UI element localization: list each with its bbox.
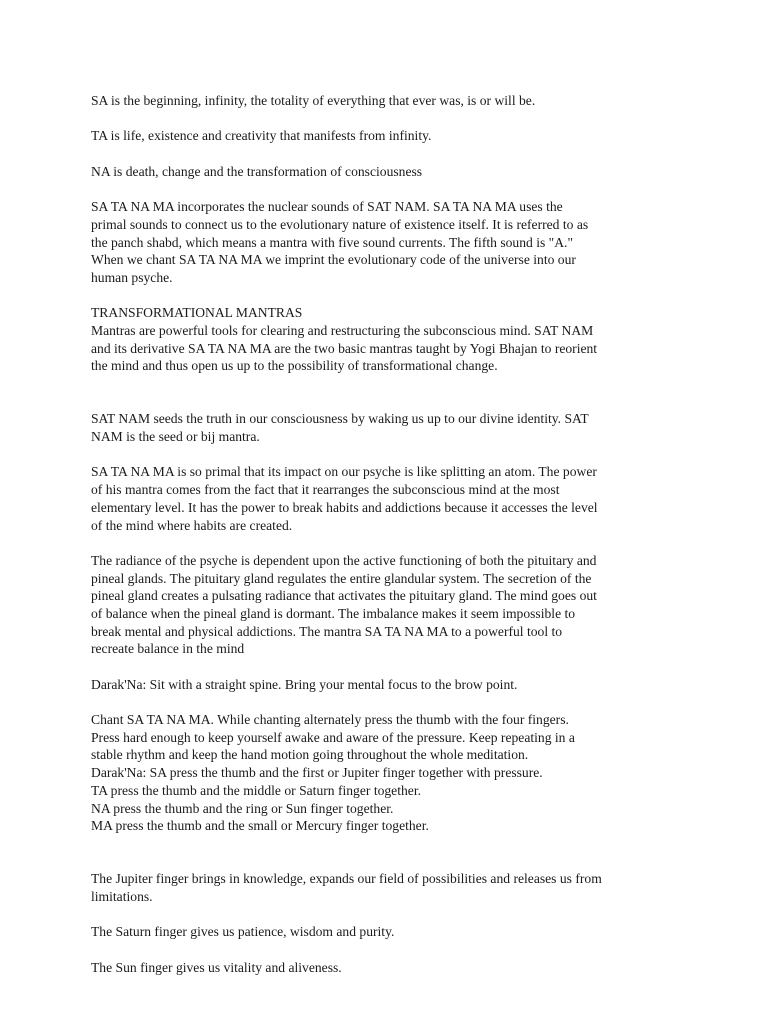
paragraph-primal xyxy=(91,463,691,534)
text-line: Darak'Na: Sit with a straight spine. Bring your mental focus to the brow point. xyxy=(91,676,518,692)
text-line: SA TA NA MA is so primal that its impact on our psyche is like splitting an atom. The power xyxy=(91,464,597,480)
paragraph-radiance xyxy=(91,552,691,658)
text-line: and its derivative SA TA NA MA are the two basic mantras taught by Yogi Bhajan to reorient xyxy=(91,340,598,356)
text-line: SA TA NA MA incorporates the nuclear sounds of SAT NAM. SA TA NA MA uses the xyxy=(91,199,563,215)
text-line: break mental and physical addictions. The mantra SA TA NA MA to a powerful tool to xyxy=(91,623,563,639)
text-line: of the mind where habits are created. xyxy=(91,517,293,533)
paragraph-transformational-mantras xyxy=(91,304,691,375)
paragraph-jupiter-finger xyxy=(91,870,691,905)
text-line: TA is life, existence and creativity that manifests from infinity. xyxy=(91,128,432,144)
paragraph-saturn-finger xyxy=(91,923,691,941)
text-line: the panch shabd, which means a mantra with five sound currents. The fifth sound is "A." xyxy=(91,234,573,250)
paragraph-ta xyxy=(91,127,691,145)
section-heading: TRANSFORMATIONAL MANTRAS xyxy=(91,305,303,321)
paragraph-sa-ta-na-ma xyxy=(91,198,691,286)
text-line: Press hard enough to keep yourself awake and aware of the pressure. Keep repeating in a xyxy=(91,729,575,745)
text-line: Darak'Na: SA press the thumb and the first or Jupiter finger together with pressure. xyxy=(91,765,543,781)
text-line: The Jupiter finger brings in knowledge, expands our field of possibilities and releases us from xyxy=(91,871,602,887)
text-line: TA press the thumb and the middle or Saturn finger together. xyxy=(91,782,421,798)
document-body xyxy=(91,92,691,976)
text-line: NA press the thumb and the ring or Sun finger together. xyxy=(91,800,394,816)
text-line: primal sounds to connect us to the evolutionary nature of existence itself. It is referred to as xyxy=(91,216,589,232)
text-line: SA is the beginning, infinity, the totality of everything that ever was, is or will be. xyxy=(91,93,536,108)
text-line: NAM is the seed or bij mantra. xyxy=(91,429,260,445)
paragraph-na xyxy=(91,163,691,181)
text-line: Chant SA TA NA MA. While chanting alternately press the thumb with the four fingers. xyxy=(91,712,569,728)
text-line: NA is death, change and the transformation of consciousness xyxy=(91,163,423,179)
text-line: When we chant SA TA NA MA we imprint the evolutionary code of the universe into our xyxy=(91,252,576,268)
paragraph-darakna-posture xyxy=(91,676,691,694)
text-line: pineal gland creates a pulsating radiance that activates the pituitary gland. The mind goes out xyxy=(91,588,597,604)
text-line: elementary level. It has the power to break habits and addictions because it accesses the level xyxy=(91,499,598,515)
text-line: of his mantra comes from the fact that it rearranges the subconscious mind at the most xyxy=(91,482,560,498)
text-line: of balance when the pineal gland is dormant. The imbalance makes it seem impossible to xyxy=(91,605,576,621)
text-line: The radiance of the psyche is dependent upon the active functioning of both the pituitary and xyxy=(91,552,597,568)
text-line: The Sun finger gives us vitality and aliveness. xyxy=(91,959,342,975)
paragraph-sat-nam xyxy=(91,410,691,445)
text-line: limitations. xyxy=(91,888,153,904)
paragraph-sa xyxy=(91,92,691,110)
paragraph-chant-instructions xyxy=(91,711,691,835)
text-line: human psyche. xyxy=(91,269,173,285)
paragraph-sun-finger xyxy=(91,959,691,977)
text-line: recreate balance in the mind xyxy=(91,641,245,657)
text-line: MA press the thumb and the small or Mercury finger together. xyxy=(91,818,429,834)
text-line: SAT NAM seeds the truth in our consciousness by waking us up to our divine identity. SAT xyxy=(91,411,589,427)
text-line: pineal glands. The pituitary gland regulates the entire glandular system. The secretion of the xyxy=(91,570,592,586)
text-line: the mind and thus open us up to the possibility of transformational change. xyxy=(91,358,498,374)
text-line: stable rhythm and keep the hand motion going throughout the whole meditation. xyxy=(91,747,529,763)
text-line: Mantras are powerful tools for clearing and restructuring the subconscious mind. SAT NAM xyxy=(91,322,594,338)
text-line: The Saturn finger gives us patience, wisdom and purity. xyxy=(91,924,395,940)
